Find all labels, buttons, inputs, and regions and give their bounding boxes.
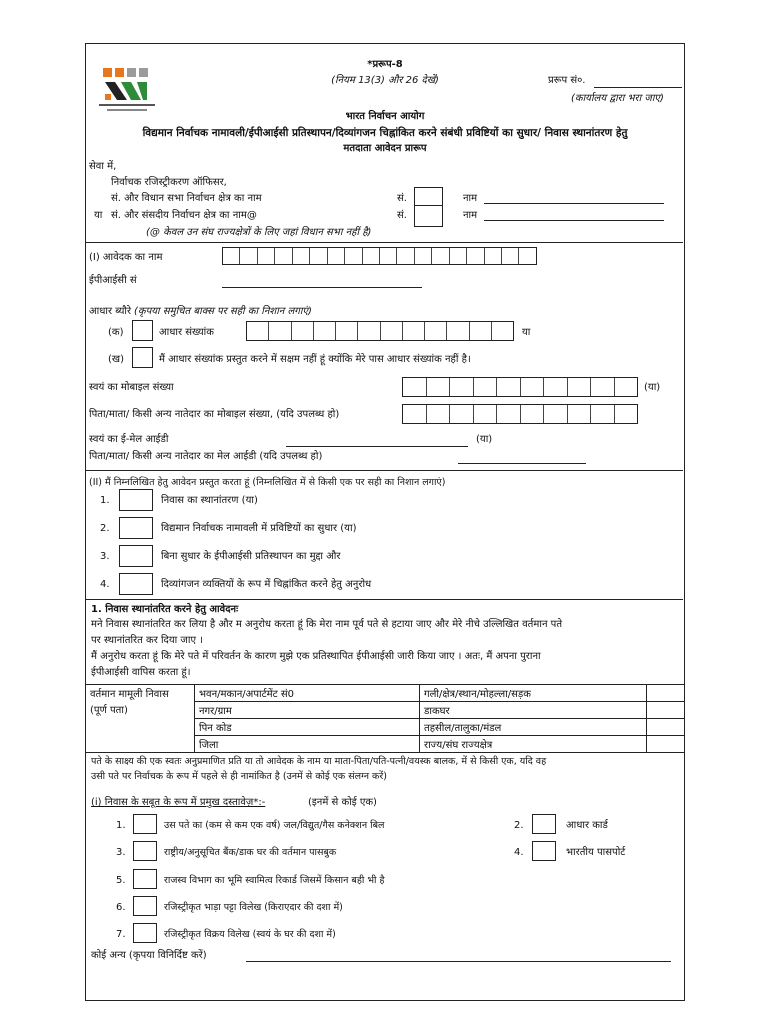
doc-label: उस पते का (कम से कम एक वर्ष) जल/विद्युत/गैस कनेक्शन बिल bbox=[164, 820, 385, 831]
addressee-to: सेवा में, bbox=[89, 161, 117, 172]
doc-number: 4. bbox=[514, 847, 524, 858]
address-cell[interactable]: तहसील/तालुका/मंडल bbox=[420, 719, 647, 736]
relative-mobile-label: पिता/माता/ किसी अन्य नातेदार का मोबाइल संख्या, (यदि उपलब्ध हो) bbox=[89, 409, 340, 420]
doc-label: राजस्व विभाग का भूमि स्वामित्व रिकार्ड जिसमें किसान बही भी है bbox=[164, 875, 385, 886]
address-label-cell bbox=[86, 685, 195, 753]
doc-label: रजिस्ट्रीकृत भाड़ा पट्टा विलेख (किराएदार की दशा में) bbox=[164, 902, 343, 913]
union-territory-note: (@ केवल उन संघ राज्यक्षेत्रों के लिए जहां विधान सभा नहीं है) bbox=[146, 227, 372, 238]
parliament-no-box[interactable] bbox=[414, 205, 443, 227]
doc-checkbox-passbook[interactable] bbox=[133, 841, 157, 861]
purpose-item-label: विद्यमान निर्वाचक नामावली में प्रविष्टियों का सुधार (या) bbox=[161, 523, 357, 534]
doc-number: 3. bbox=[116, 847, 126, 858]
proof-para-line2: उसी पते पर निर्वाचक के रूप में पहले से ही नामांकित है (उनमें से कोई एक संलग्न करें) bbox=[91, 771, 387, 782]
own-email-or: (या) bbox=[476, 434, 493, 445]
option-a-label: (क) bbox=[108, 327, 124, 338]
form-title-line1: विद्यमान निर्वाचक नामावली/ईपीआईसी प्रतिस्थापन/दिव्यांगजन चिह्नांकित करने संबंधी प्रविष्टियों का सुधार/ निवास स्थानांतरण हेतु bbox=[142, 127, 628, 139]
address-cell[interactable]: डाकघर bbox=[420, 702, 647, 719]
epic-label: ईपीआईसी सं bbox=[89, 275, 137, 286]
address-cell[interactable]: राज्य/संघ राज्यक्षेत्र bbox=[420, 736, 647, 753]
assembly-constituency-label: सं. और विधान सभा निर्वाचन क्षेत्र का नाम bbox=[111, 193, 262, 204]
purpose-item-number: 2. bbox=[100, 523, 110, 534]
proof-sub-heading-note: (इनमें से कोई एक) bbox=[308, 797, 377, 808]
address-cell-blank[interactable] bbox=[647, 685, 685, 702]
doc-number: 1. bbox=[116, 820, 126, 831]
election-commission-logo bbox=[97, 64, 157, 114]
own-mobile-field[interactable] bbox=[402, 377, 638, 397]
doc-checkbox-utility-bill[interactable] bbox=[133, 814, 157, 834]
doc-number: 6. bbox=[116, 902, 126, 913]
divider bbox=[86, 599, 683, 600]
relative-email-label: पिता/माता/ किसी अन्य नातेदार का मेल आईडी (यदि उपलब्ध हो) bbox=[89, 451, 323, 462]
parliament-name-field[interactable] bbox=[484, 220, 664, 221]
or-label: या bbox=[94, 210, 103, 221]
doc-label: रजिस्ट्रीकृत विक्रय विलेख (स्वयं के घर की दशा में) bbox=[164, 929, 336, 940]
address-cell[interactable]: पिन कोड bbox=[195, 719, 420, 736]
assembly-name-field[interactable] bbox=[484, 203, 664, 204]
section1-heading: 1. निवास स्थानांतरित करने हेतु आवेदनः bbox=[91, 604, 239, 615]
form-title-line2: मतदाता आवेदन प्रारूप bbox=[343, 143, 427, 154]
relative-email-field[interactable] bbox=[458, 463, 586, 464]
applicant-name-label: (I) आवेदक का नाम bbox=[89, 252, 163, 263]
rule-reference: (नियम 13(3) और 26 देखें) bbox=[331, 75, 439, 86]
proof-sub-heading: (i) निवास के सबूत के रूप में प्रमुख दस्तावेज़*:- bbox=[91, 797, 266, 808]
doc-checkbox-passport[interactable] bbox=[532, 841, 556, 861]
address-cell[interactable]: गली/क्षेत्र/स्थान/मोहल्ला/सड़क bbox=[420, 685, 647, 702]
other-doc-label: कोई अन्य (कृपया विनिर्दिष्ट करें) bbox=[91, 950, 207, 961]
doc-checkbox-rent-deed[interactable] bbox=[133, 896, 157, 916]
purpose-item-label: निवास का स्थानांतरण (या) bbox=[161, 495, 258, 506]
form-page bbox=[85, 43, 685, 1001]
assembly-name-label: नाम bbox=[463, 193, 478, 204]
assembly-no-label: सं. bbox=[397, 193, 407, 204]
applicant-name-field[interactable] bbox=[222, 247, 537, 265]
address-cell-blank[interactable] bbox=[647, 719, 685, 736]
purpose-item-label: दिव्यांगजन व्यक्तियों के रूप में चिह्नांकित करने हेतु अनुरोध bbox=[161, 579, 372, 590]
aadhaar-or-label: या bbox=[522, 327, 531, 338]
doc-label: आधार कार्ड bbox=[566, 820, 608, 831]
doc-number: 2. bbox=[514, 820, 524, 831]
section1-para1-line1: मने निवास स्थानांतरित कर लिया है और म अनुरोध करता हूं कि मेरा नाम पूर्व पते से हटाया जाए और मेरे नीचे उल्लिखित वर्तमान पते bbox=[91, 619, 563, 630]
doc-number: 7. bbox=[116, 929, 126, 940]
option-b-checkbox[interactable] bbox=[132, 347, 153, 368]
proof-para-line1: पते के साक्ष्य की एक स्वतः अनुप्रमाणित प्रति या तो आवेदक के नाम या माता-पिता/पति-पत्नी/वयस्क बालक, में से किसी एक, यदि वह bbox=[91, 756, 547, 767]
address-cell[interactable]: जिला bbox=[195, 736, 420, 753]
aadhaar-number-field[interactable] bbox=[246, 321, 514, 341]
doc-checkbox-land-record[interactable] bbox=[133, 869, 157, 889]
address-cell[interactable]: भवन/मकान/अपार्टमेंट सं0 bbox=[195, 685, 420, 702]
form-number: *प्ररूप-8 bbox=[367, 59, 403, 70]
doc-label: भारतीय पासपोर्ट bbox=[566, 847, 626, 858]
divider bbox=[86, 470, 683, 471]
own-mobile-or: (या) bbox=[644, 382, 661, 393]
purpose-item-number: 4. bbox=[100, 579, 110, 590]
addressee-officer: निर्वाचक रजिस्ट्रीकरण ऑफिसर, bbox=[111, 177, 227, 188]
address-label: वर्तमान मामूली निवास bbox=[90, 689, 169, 700]
aadhaar-intro-note: (कृपया समुचित बाक्स पर सही का निशान लगाएं) bbox=[134, 306, 312, 317]
aadhaar-number-label: आधार संख्यांक bbox=[159, 327, 214, 338]
doc-checkbox-aadhaar[interactable] bbox=[532, 814, 556, 834]
form-serial-label: प्ररूप सं०. bbox=[548, 75, 586, 86]
purpose-checkbox-pwd-marking[interactable] bbox=[119, 573, 153, 595]
purpose-item-number: 3. bbox=[100, 551, 110, 562]
purpose-intro: (II) मैं निम्नलिखित हेतु आवेदन प्रस्तुत करता हूं (निम्नलिखित में से किसी एक पर सही का निशान लगाएं) bbox=[89, 477, 446, 488]
purpose-checkbox-correction[interactable] bbox=[119, 517, 153, 539]
commission-name: भारत निर्वाचन आयोग bbox=[345, 111, 425, 122]
address-label-note: (पूर्ण पता) bbox=[90, 705, 128, 716]
epic-field[interactable] bbox=[222, 287, 422, 288]
own-mobile-label: स्वयं का मोबाइल संख्या bbox=[89, 382, 174, 393]
purpose-item-label: बिना सुधार के ईपीआईसी प्रतिस्थापन का मुद्दा और bbox=[161, 551, 341, 562]
relative-mobile-field[interactable] bbox=[402, 404, 638, 424]
own-email-label: स्वयं का ई-मेल आईडी bbox=[89, 434, 169, 445]
doc-checkbox-sale-deed[interactable] bbox=[133, 923, 157, 943]
option-b-label: (ख) bbox=[108, 354, 124, 365]
section1-para2-line2: ईपीआईसी वापिस करता हूं। bbox=[91, 667, 191, 678]
option-a-checkbox[interactable] bbox=[132, 320, 153, 341]
other-doc-field[interactable] bbox=[246, 961, 671, 962]
parliament-constituency-label: सं. और संसदीय निर्वाचन क्षेत्र का नाम@ bbox=[111, 210, 257, 221]
address-cell-blank[interactable] bbox=[647, 736, 685, 753]
doc-number: 5. bbox=[116, 875, 126, 886]
form-serial-field[interactable] bbox=[594, 87, 682, 88]
section1-para2-line1: मैं अनुरोध करता हूं कि मेरे पते में परिवर्तन के कारण मुझे एक प्रतिस्थापित ईपीआईसी जारी किया जाए । अतः, मैं अपना पुराना bbox=[91, 651, 541, 662]
purpose-item-number: 1. bbox=[100, 495, 110, 506]
address-cell[interactable]: नगर/ग्राम bbox=[195, 702, 420, 719]
divider bbox=[86, 242, 683, 243]
doc-label: राष्ट्रीय/अनुसूचित बैंक/डाक घर की वर्तमान पासबुक bbox=[164, 847, 337, 858]
purpose-checkbox-epic-replacement[interactable] bbox=[119, 545, 153, 567]
parliament-no-label: सं. bbox=[397, 210, 407, 221]
own-email-field[interactable] bbox=[286, 446, 468, 447]
aadhaar-unavailable-text: मैं आधार संख्यांक प्रस्तुत करने में सक्षम नहीं हूं क्योंकि मेरे पास आधार संख्यांक नहीं है। bbox=[159, 354, 471, 365]
section1-para1-line2: पर स्थानांतरित कर दिया जाए । bbox=[91, 635, 203, 646]
purpose-checkbox-shift[interactable] bbox=[119, 489, 153, 511]
address-table bbox=[86, 684, 684, 753]
address-cell-blank[interactable] bbox=[647, 702, 685, 719]
aadhaar-intro: आधार ब्यौरे bbox=[89, 306, 132, 317]
office-use-note: (कार्यालय द्वारा भरा जाए) bbox=[571, 93, 664, 104]
parliament-name-label: नाम bbox=[463, 210, 478, 221]
